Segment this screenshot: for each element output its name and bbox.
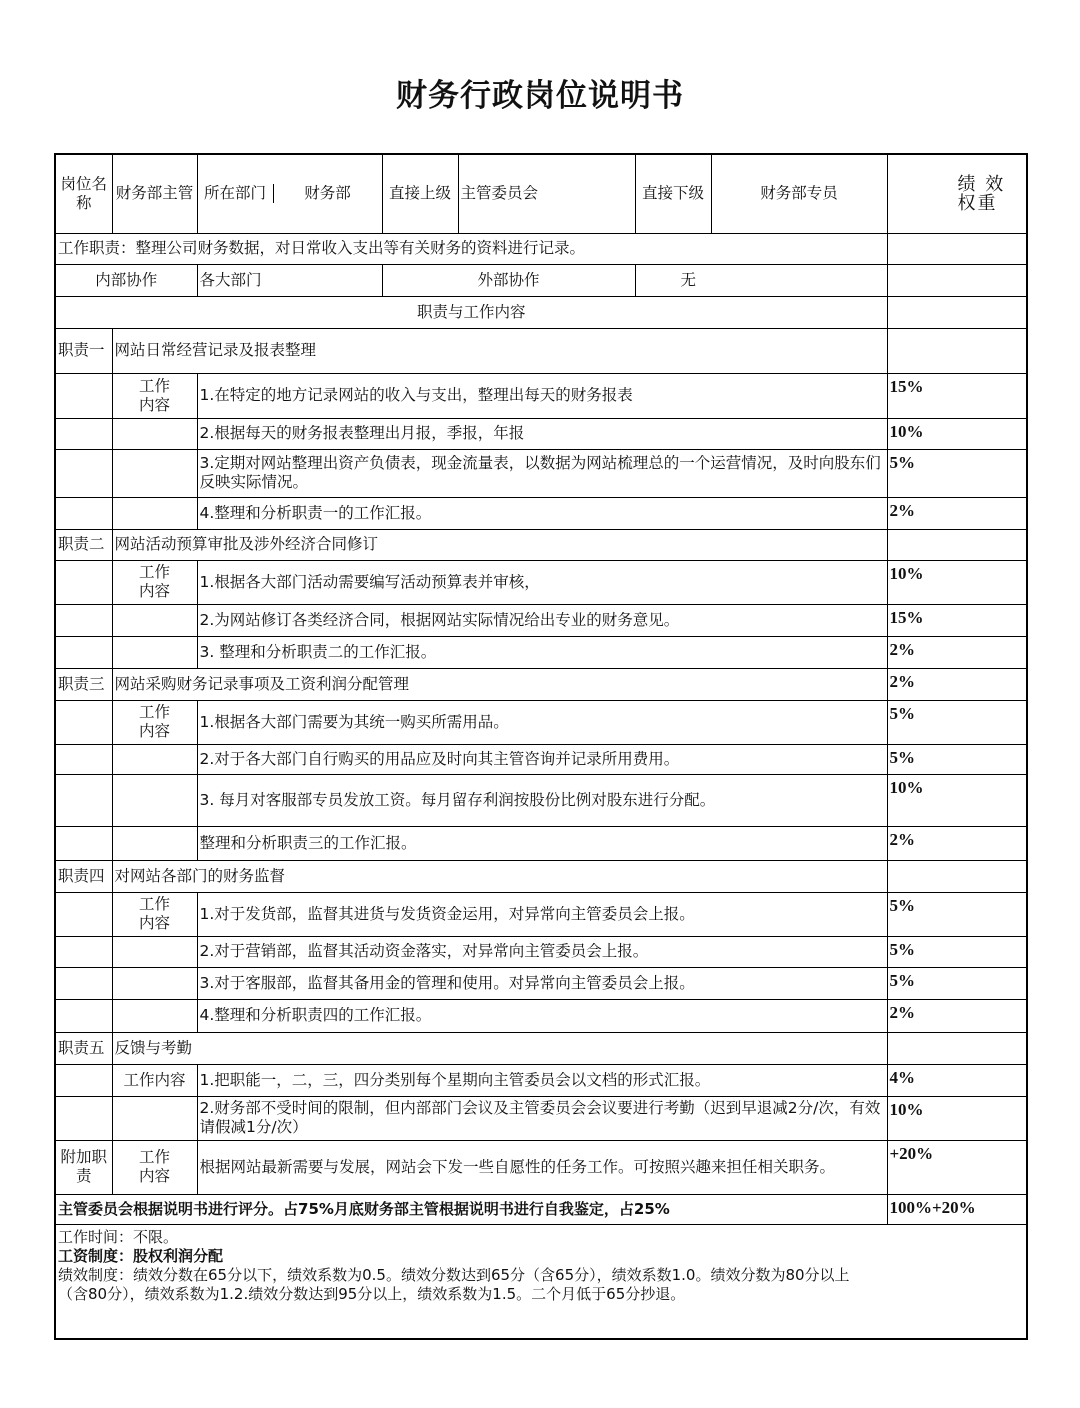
duty-label: 职责五 [55,1032,112,1064]
item-text: 3.定期对网站整理出资产负债表，现金流量表，以数据为网站梳理总的一个运营情况，及时向股东们反映实际情况。 [197,449,887,497]
weight-value: 2% [887,668,1027,700]
item-text: 2.根据每天的财务报表整理出月报，季报，年报 [197,418,887,449]
item-row [55,373,1027,418]
total-weight: 100%+20% [887,1194,1027,1224]
superior-label: 直接上级 [382,154,458,233]
sub-label: 工作内容 [112,700,197,744]
weight-value: 10% [887,774,1027,826]
duty-label [55,373,112,418]
sub-label [112,418,197,449]
duty-label: 职责二 [55,529,112,560]
item-text: 根据网站最新需要与发展，网站会下发一些自愿性的任务工作。可按照兴趣来担任相关职务。 [197,1140,887,1194]
item-text: 3. 整理和分析职责二的工作汇报。 [197,636,887,668]
sub-label [112,449,197,497]
weight-value [887,860,1027,892]
duty-label: 职责一 [55,328,112,373]
dept-cell [197,154,382,233]
duty-label [55,1064,112,1096]
weight-value: 5% [887,700,1027,744]
duty-label [55,449,112,497]
item-row [55,604,1027,636]
weight-cell [887,233,1027,264]
item-row [55,497,1027,529]
weight-value: 15% [887,373,1027,418]
item-row [55,636,1027,668]
performance-system: 绩效制度：绩效分数在65分以下，绩效系数为0.5。绩效分数达到65分（含65分），绩效系数1.0。绩效分数为80分以上（含80分），绩效系数为1.2.绩效分数达到95分以上，绩效系数为1.5。二个月低于65分抄退。 [58,1265,850,1303]
weight-value: 10% [887,418,1027,449]
duty-row [55,529,1027,560]
section-title: 职责与工作内容 [55,296,887,328]
duty-label: 职责三 [55,668,112,700]
sub-label [112,826,197,860]
weight-value: 2% [887,636,1027,668]
sub-label [112,936,197,967]
item-text: 3. 每月对客服部专员发放工资。每月留存利润按股份比例对股东进行分配。 [197,774,887,826]
duty-label [55,826,112,860]
duty-label [55,497,112,529]
duty-row [55,860,1027,892]
post-value: 财务部主管 [112,154,197,233]
item-row [55,999,1027,1032]
item-row [55,1064,1027,1096]
duty-row [55,668,1027,700]
duty-title: 网站活动预算审批及涉外经济合同修订 [112,529,887,560]
item-row [55,1140,1027,1194]
subordinate-value: 财务部专员 [711,154,887,233]
item-text: 1.对于发货部，监督其进货与发货资金运用，对异常向主管委员会上报。 [197,892,887,936]
item-text: 3.对于客服部，监督其备用金的管理和使用。对异常向主管委员会上报。 [197,967,887,999]
duty-label [55,892,112,936]
weight-value [887,1032,1027,1064]
duty-label [55,1096,112,1140]
summary-row [55,233,1027,264]
weight-value: 5% [887,892,1027,936]
duty-title: 网站采购财务记录事项及工资利润分配管理 [112,668,887,700]
weight-value: 10% [887,560,1027,604]
coop-row [55,264,1027,296]
item-row [55,826,1027,860]
total-row [55,1194,1027,1224]
duty-title: 反馈与考勤 [112,1032,887,1064]
weight-value: 5% [887,744,1027,774]
item-row [55,892,1027,936]
duty-label [55,560,112,604]
weight-value [887,529,1027,560]
sub-label: 工作内容 [112,892,197,936]
weight-header: 绩 效 权重 [887,154,1027,233]
item-row [55,744,1027,774]
weight-value [887,328,1027,373]
weight-value: 5% [887,449,1027,497]
sub-label [112,497,197,529]
subordinate-label: 直接下级 [635,154,711,233]
item-row [55,967,1027,999]
sub-label [112,604,197,636]
duty-label [55,604,112,636]
sub-label [112,744,197,774]
weight-value: 2% [887,497,1027,529]
duty-row [55,1032,1027,1064]
dept-value: 财务部 [304,184,351,203]
duty-label [55,999,112,1032]
weight-value: 5% [887,967,1027,999]
duty-summary: 工作职责：整理公司财务数据，对日常收入支出等有关财务的资料进行记录。 [55,233,887,264]
weight-cell [887,296,1027,328]
item-row [55,418,1027,449]
footer-notes [55,1224,1027,1339]
external-coop-value: 无 [635,264,887,296]
page-title: 财务行政岗位说明书 [396,78,684,114]
item-text: 1.根据各大部门活动需要编写活动预算表并审核， [197,560,887,604]
sub-label [112,999,197,1032]
item-row [55,700,1027,744]
duty-label [55,636,112,668]
internal-coop-label: 内部协作 [55,264,197,296]
sub-label [112,1096,197,1140]
item-text: 1.把职能一，二，三，四分类别每个星期向主管委员会以文档的形式汇报。 [197,1064,887,1096]
item-text: 4.整理和分析职责四的工作汇报。 [197,999,887,1032]
job-description-table [54,153,1028,1340]
item-text: 2.对于各大部门自行购买的用品应及时向其主管咨询并记录所用费用。 [197,744,887,774]
duty-label [55,774,112,826]
duty-label [55,967,112,999]
weight-value: 15% [887,604,1027,636]
weight-value: 10% [887,1096,1027,1140]
duty-label: 附加职责 [55,1140,112,1194]
sub-label [112,967,197,999]
item-text: 2.财务部不受时间的限制，但内部部门会议及主管委员会会议要进行考勤（迟到早退减2分/次，有效请假减1分/次） [197,1096,887,1140]
internal-coop-value: 各大部门 [197,264,382,296]
duty-label: 职责四 [55,860,112,892]
item-row [55,560,1027,604]
external-coop-label: 外部协作 [382,264,635,296]
item-text: 1.在特定的地方记录网站的收入与支出，整理出每天的财务报表 [197,373,887,418]
weight-cell [887,264,1027,296]
duty-title: 对网站各部门的财务监督 [112,860,887,892]
item-text: 4.整理和分析职责一的工作汇报。 [197,497,887,529]
item-text: 2.对于营销部，监督其活动资金落实，对异常向主管委员会上报。 [197,936,887,967]
duty-label [55,700,112,744]
weight-value: 4% [887,1064,1027,1096]
dept-label: 所在部门 [198,184,274,203]
superior-value: 主管委员会 [458,154,635,233]
weight-value: +20% [887,1140,1027,1194]
item-row [55,449,1027,497]
duty-title: 网站日常经营记录及报表整理 [112,328,887,373]
sub-label [112,636,197,668]
total-text: 主管委员会根据说明书进行评分。占75%月底财务部主管根据说明书进行自我鉴定，占25% [55,1194,887,1224]
weight-value: 5% [887,936,1027,967]
item-text: 1.根据各大部门需要为其统一购买所需用品。 [197,700,887,744]
duty-label [55,936,112,967]
weight-value: 2% [887,999,1027,1032]
duty-label [55,744,112,774]
duty-row [55,328,1027,373]
item-row [55,936,1027,967]
sub-label: 工作内容 [112,1140,197,1194]
item-row [55,1096,1027,1140]
weight-value: 2% [887,826,1027,860]
post-label: 岗位名称 [55,154,112,233]
item-text: 2.为网站修订各类经济合同，根据网站实际情况给出专业的财务意见。 [197,604,887,636]
item-text: 整理和分析职责三的工作汇报。 [197,826,887,860]
salary-system: 工资制度：股权利润分配 [58,1246,224,1265]
section-row [55,296,1027,328]
duty-label [55,418,112,449]
sub-label: 工作内容 [112,560,197,604]
footer-row [55,1224,1027,1339]
sub-label: 工作内容 [112,1064,197,1096]
work-time: 工作时间：不限。 [58,1227,179,1246]
sub-label: 工作内容 [112,373,197,418]
header-row [55,154,1027,233]
sub-label [112,774,197,826]
item-row [55,774,1027,826]
